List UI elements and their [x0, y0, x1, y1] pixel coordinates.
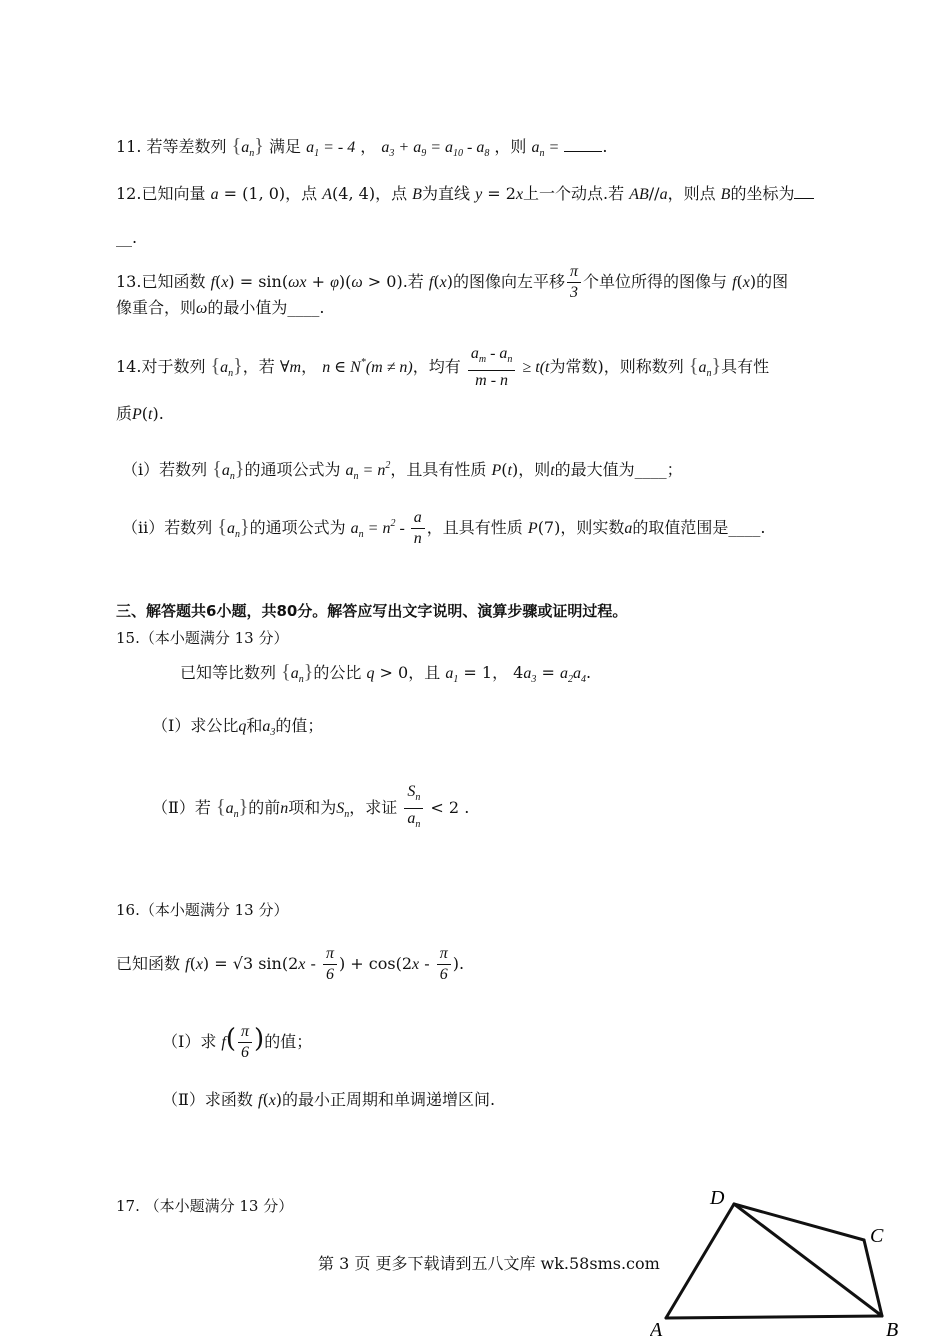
q12-text: 已知向量: [141, 184, 206, 203]
q14-p2-text-4: 的取值范围是____.: [632, 518, 766, 537]
section-3-heading: 三、解答题共6小题，共80分。解答应写出文字说明、演算步骤或证明过程。: [116, 602, 628, 620]
math-q-gt-0: q: [366, 665, 375, 682]
q16-part2: （Ⅱ）求函数 f(x)的最小正周期和单调递增区间.: [162, 1090, 496, 1109]
q13-text-4: 个单位所得的图像与: [582, 272, 727, 291]
q14-text-2: ，若: [242, 357, 275, 376]
math-a3-a9: $a_3 + a_9 = a_{10} - a_8$: [381, 139, 490, 159]
q12-text-4: 为直线: [421, 184, 470, 203]
q14-part2: （ii）若数列 $\{a_n\}$的通项公式为 $a_n = n^2$ - $\frac{a}{n}$ ，且具有性质 P(7)，则实数a的取值范围是____.: [122, 509, 766, 547]
q14-text-3: ，: [301, 357, 318, 376]
q13-text-5: 的图: [756, 272, 789, 291]
q14-text-4: ，均有: [412, 357, 461, 376]
q14-line: 14.对于数列 $\{a_n\}$，若 ∀m， n ∈ N*(m ≠ n)，均有 $\frac{a_m - a_n}{m - n}$ ≥ t(t为常数)，则称数列 $\{a_n\}$具有性: [116, 345, 770, 389]
page-footer: 第 3 页 更多下载请到五八文库 wk.58sms.com: [318, 1254, 660, 1273]
q12-text-5: 上一个动点.若: [523, 184, 625, 203]
math-fx-def: f: [210, 274, 216, 291]
q16-p2-text: 的最小正周期和单调递增区间.: [282, 1090, 496, 1109]
q13-text-3: 的图像向左平移: [452, 272, 565, 291]
label-D: D: [710, 1187, 725, 1209]
q15-p2-text-2: 项和为: [288, 798, 337, 817]
math-frac-pi3: $\frac{\pi}{3}$: [567, 262, 581, 303]
q15-text-4: ，: [492, 663, 509, 682]
q15-p2-text: 的前: [248, 798, 281, 817]
math-a1: $a_1$ = - 4: [306, 139, 356, 159]
q12-text-2: ，点: [285, 184, 318, 203]
q14-p1-text-3: ，则: [518, 460, 551, 479]
q11-text-2: 满足: [268, 137, 301, 156]
quadrilateral-figure: [650, 1184, 930, 1344]
q12-text-6: ，则点: [667, 184, 716, 203]
q14-part1: （i）若数列 $\{a_n\}$的通项公式为 $a_n = n^2$，且具有性质 P(t)，则t的最大值为____；: [122, 458, 683, 482]
q11-line: [116, 136, 608, 164]
q14-number: 14.: [116, 357, 142, 376]
math-line: y: [475, 186, 483, 203]
math-fx-16: f: [185, 956, 190, 973]
q15-p1-text: 和: [246, 716, 263, 735]
math-Pt: P: [132, 406, 142, 423]
q14-text: 对于数列: [141, 357, 206, 376]
label-A: A: [650, 1319, 663, 1341]
q13-text: 已知函数: [141, 272, 206, 291]
q12-number: 12.: [116, 184, 142, 203]
label-B: B: [886, 1319, 899, 1341]
label-C: C: [870, 1225, 884, 1247]
q11-text-3: ，: [360, 137, 377, 156]
math-an: $a_n$ =: [531, 139, 560, 159]
math-an-n2: $a_n = n^2$: [345, 460, 391, 482]
q14-p1-text-4: 的最大值为____；: [554, 460, 683, 479]
q13-line2: 像重合，则ω的最小值为____.: [116, 298, 325, 317]
edge-AB: [666, 1316, 882, 1318]
q16-header: 16.（本小题满分 13 分）: [116, 901, 289, 919]
q14-p1-text-2: ，且具有性质: [390, 460, 487, 479]
q15-p1-label: （Ⅰ）求公比: [152, 716, 239, 735]
q14-p1-text: 的通项公式为: [244, 460, 341, 479]
q14-p2-text-3: ，则实数: [560, 518, 625, 537]
math-point-A: A: [322, 186, 333, 203]
q14-text-line2: 质: [116, 404, 133, 423]
answer-blank: [564, 151, 602, 152]
q12-line: 12.已知向量 a = (1, 0)，点 A(4, 4)，点 B为直线 y = 2x上一个动点.若 AB//a，则点 B的坐标为: [116, 184, 814, 205]
q15-part2: （Ⅱ）若 $\{a_n\}$的前n项和为$S_n$，求证 $\frac{S_n}{a_n}$ < 2 .: [152, 782, 469, 835]
q14-part1-label: （i）若数列: [122, 460, 208, 479]
math-forall-m: ∀m: [279, 359, 302, 376]
q14-line2: 质P(t).: [116, 404, 164, 423]
q13-number: 13.: [116, 272, 142, 291]
q11-text: 若等差数列: [146, 137, 227, 156]
q15-p1-text-2: 的值；: [275, 716, 324, 735]
q15-header: 15.（本小题满分 13 分）: [116, 629, 289, 647]
q15-stem: 已知等比数列 $\{a_n\}$的公比 q > 0，且 $a_1 = 1$， $4a_3 = a_2a_4$.: [180, 661, 592, 685]
math-vector-a: a: [210, 186, 219, 203]
q14-text-5: ，则称数列: [603, 357, 684, 376]
q15-text: 已知等比数列: [180, 663, 277, 682]
q16-stem: 已知函数 f(x) = √3 sin(2x - $\frac{\pi}{6}$ ) + cos(2x - $\frac{\pi}{6}$ ).: [116, 945, 465, 983]
q16-p1-text: 的值；: [264, 1032, 313, 1051]
q11-text-4: ，则: [494, 137, 527, 156]
math-point-B: B: [412, 186, 422, 203]
q13-text-6: 的最小值为____.: [207, 298, 325, 317]
math-AB-parallel: AB: [629, 186, 649, 203]
q14-part2-label: （ii）若数列: [122, 518, 213, 537]
q14-p2-text-2: ，且具有性质: [426, 518, 523, 537]
edge-DB: [734, 1204, 882, 1316]
q16-text: 已知函数: [116, 954, 181, 973]
q15-text-3: ，且: [408, 663, 441, 682]
edge-CD: [734, 1204, 864, 1240]
q17-header: 17. （本小题满分 13 分）: [116, 1197, 294, 1215]
q16-p2-label: （Ⅱ）求函数: [162, 1090, 253, 1109]
q14-p2-text: 的通项公式为: [249, 518, 346, 537]
q13-text-2: .若: [402, 272, 424, 291]
edge-DA: [666, 1204, 734, 1318]
q13-text-line2: 像重合，则: [116, 298, 197, 317]
q16-part1: （Ⅰ）求 f( $\frac{\pi}{6}$ )的值；: [162, 1023, 313, 1061]
q16-p1-label: （Ⅰ）求: [162, 1032, 217, 1051]
math-n-in-N: n ∈ N*(m ≠ n): [322, 357, 413, 376]
q15-part1: （Ⅰ）求公比q和$a_3$的值；: [152, 716, 324, 738]
q15-p2-text-3: ，求证: [349, 798, 398, 817]
math-frac-am-an: $\frac{a_m - a_n}{m - n}$: [468, 344, 516, 391]
math-an-n2-a-n: $a_n = n^2$ -: [350, 518, 409, 540]
q15-text-2: 的公比: [313, 663, 362, 682]
q13-line: 13.已知函数 f(x) = sin(ωx + φ)(ω > 0).若 f(x)的图像向左平移 $\frac{\pi}{3}$ 个单位所得的图像与 f(x)的图: [116, 263, 789, 301]
math-frac-Sn-an: $\frac{S_n}{a_n}$: [404, 782, 423, 835]
math-seq-an: $\{a_n\}$: [231, 135, 264, 159]
q14-text-6: 具有性: [721, 357, 770, 376]
q15-p2-label: （Ⅱ）若: [152, 798, 211, 817]
q12-text-3: ，点: [375, 184, 408, 203]
q12-text-7: 的坐标为: [730, 184, 795, 203]
q11-end: .: [602, 137, 608, 156]
q11-number: 11.: [116, 137, 142, 156]
q12-cont: __.: [116, 228, 138, 247]
